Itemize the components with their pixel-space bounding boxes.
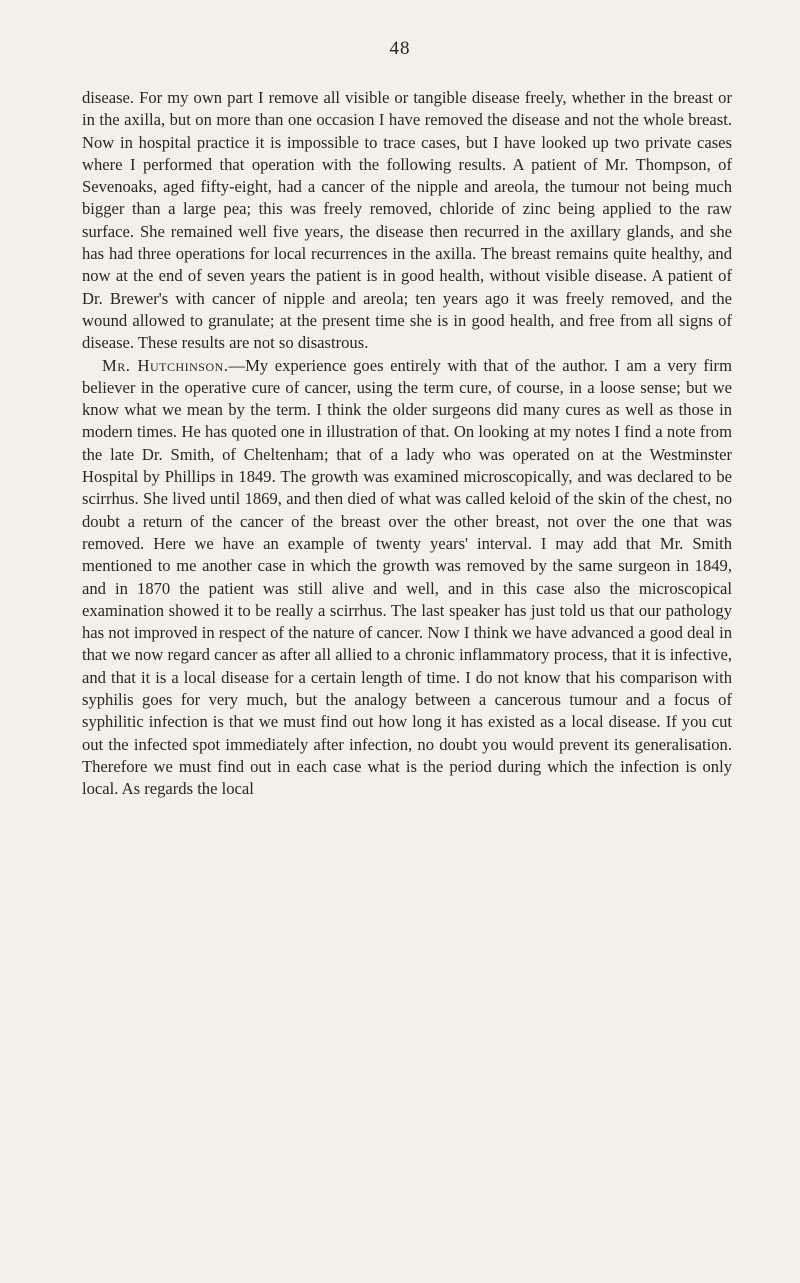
speaker-name: Mr. Hutchinson.	[102, 355, 229, 375]
paragraph-hutchinson	[82, 355, 732, 801]
page-number: 48	[389, 38, 411, 59]
paragraph-text: —My experience goes entirely with that of the author. I am a very firm believer in the operative cure of cancer, using the term cure, of course, in a loose sense; but we know what we mean by the term. I think the older surgeons did many cures as well as those in modern times. He has quoted one in illustration of that. On looking at my notes I find a note from the late Dr. Smith, of Cheltenham; that of a lady who was operated on at the Westminster Hospital by Phillips in 1849. The growth was examined microscopically, and was declared to be scirrhus. She lived until 1869, and then died of what was called keloid of the skin of the chest, no doubt a return of the cancer of the breast over the other breast, not over the one that was removed. Here we have an example of twenty years' interval. I may add that Mr. Smith mentioned to me another case in which the growth was removed by the same surgeon in 1849, and in 1870 the patient was still alive and well, and in this case also the microscopical examination showed it to be really a scirrhus. The last speaker has just told us that our pathology has not improved in respect of the nature of cancer. Now I think we have advanced a good deal in that we now regard cancer as after all allied to a chronic inflammatory process, that it is infective, and that it is a local disease for a certain length of time. I do not know that his comparison with syphilis goes for very much, but the analogy between a cancerous tumour and a focus of syphilitic infection is that we must find out how long it has existed as a local disease. If you cut out the infected spot immediately after infection, no doubt you would prevent its generalisation. Therefore we must find out in each case what is the period during which the infection is only local. As regards the local	[82, 355, 732, 799]
body-text	[82, 87, 732, 801]
paragraph-author-response: disease. For my own part I remove all visible or tangible disease freely, whether in the breast or in the axilla, but on more than one occasion I have removed the disease and not the whole breast. Now in hospital practice it is impossible to trace cases, but I have looked up two private cases where I performed that operation with the following results. A patient of Mr. Thompson, of Sevenoaks, aged fifty-eight, had a cancer of the nipple and areola, the tumour not being much bigger than a large pea; this was freely removed, chloride of zinc being applied to the raw surface. She remained well five years, the disease then recurred in the axillary glands, and she has had three operations for local recurrences in the axilla. The breast remains quite healthy, and now at the end of seven years the patient is in good health, without visible disease. A patient of Dr. Brewer's with cancer of nipple and areola; ten years ago it was freely removed, and the wound allowed to granulate; at the present time she is in good health, and free from all signs of disease. These results are not so disastrous.	[82, 88, 732, 353]
